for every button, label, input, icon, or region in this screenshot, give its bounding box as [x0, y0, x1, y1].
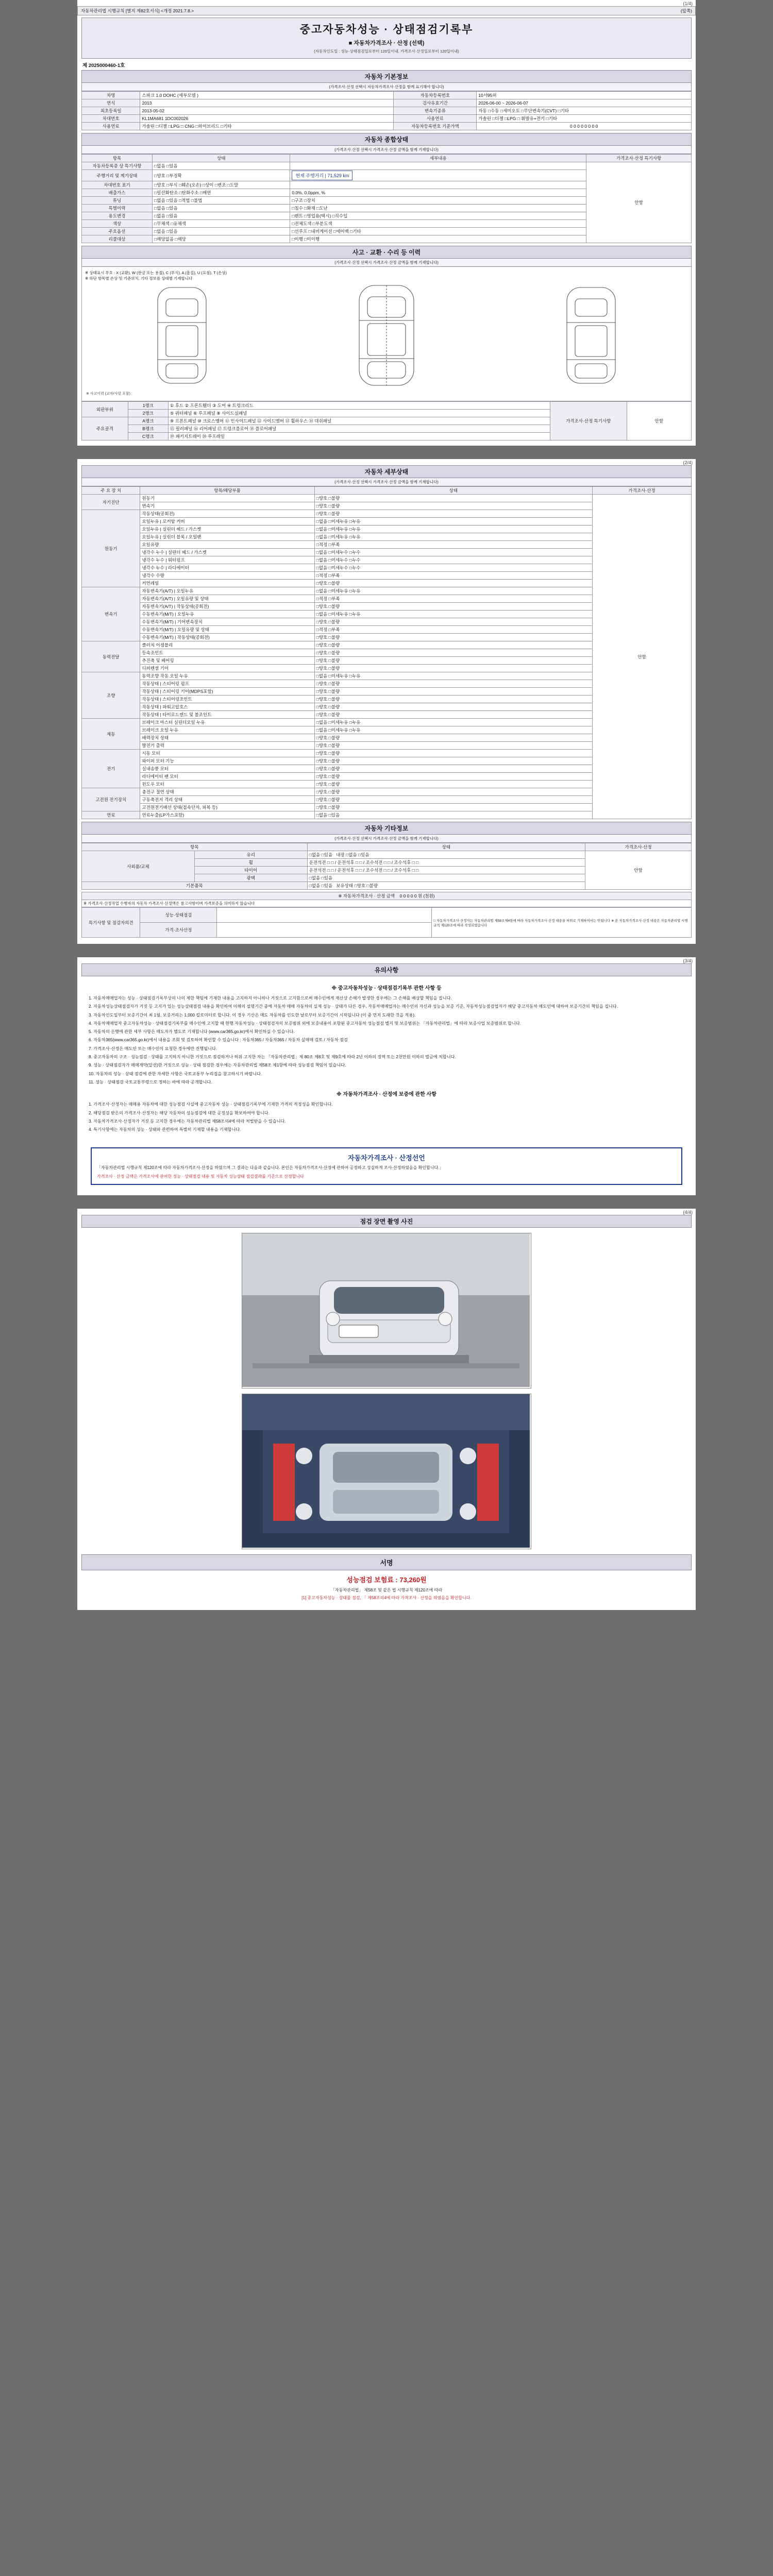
table-row [82, 123, 692, 130]
panel-rank-0: 1랭크 [128, 402, 168, 410]
detail-state-1-2[interactable]: □없음 □미세누유 □누유 [314, 526, 592, 533]
detail-group-0: 자기진단 [82, 495, 140, 510]
car-rear-diagram [552, 281, 630, 389]
overall-title: 자동차 종합상태 [81, 133, 692, 146]
footer-line-2: [1] 중고자동차성능 · 상태를 점검, 「 제58조의4에 따라 가격조사 · 산정을 하였음을 확인합니다. [301, 1596, 472, 1601]
notice-title: 유의사항 [81, 963, 692, 976]
table-row [82, 162, 692, 170]
basic-value2-0: 10서95허 [477, 92, 692, 99]
detail-part-6-4: 윈도우 모터 [140, 781, 314, 788]
detail-title: 자동차 세부상태 [81, 465, 692, 478]
fee-label: 성능점검 보험료 : [346, 1576, 400, 1584]
photos-title: 점검 장면 촬영 사진 [81, 1215, 692, 1228]
notice-item: 3. 자동차인도일부터 보증기간이 최 1월, 보증거리는 1,000 킬로미터로 합니다. 이 경우 기산은 매도 자동차를 인도한 날로부터 보증기간이 시작됩니다 (이 중 먼저 도래한 것을 적용). [89, 1012, 416, 1018]
detail-part-1-4: 오일유량 [140, 541, 314, 549]
detail-state-1-5[interactable]: □없음 □미세누수 □누수 [314, 549, 592, 556]
sheet-1 [77, 0, 696, 446]
car-front-diagram [143, 281, 221, 389]
detail-part-6-3: 라디에이터 팬 모터 [140, 773, 314, 781]
other-col-0: 항목 [82, 843, 308, 851]
overall-state-6[interactable]: □없음 □있음 [153, 212, 290, 220]
basic-value-3: KL1MA681 1DC002026 [140, 115, 394, 123]
other-value-2[interactable]: 운전석전 □ □ / 운전석후 □ □ / 조수석전 □ □ / 조수석후 □ □ [307, 867, 585, 874]
detail-price-note: 안함 [593, 495, 692, 819]
detail-note: (가격조사·산정 선택시 가격조사·산정 금액을 함께 기재합니다) [81, 478, 692, 486]
inspection-photo-front [242, 1233, 531, 1388]
detail-part-1-9: 커먼레일 [140, 580, 314, 587]
detail-part-3-1: 등속조인트 [140, 649, 314, 657]
detail-state-4-0[interactable]: □없음 □미세누유 □누유 [314, 672, 592, 680]
form-header-right: (앞쪽) [680, 8, 692, 13]
detail-part-2-3: 수동변속기(M/T) | 오일누유 [140, 611, 314, 618]
detail-state-1-4[interactable]: □적정 □부족 [314, 541, 592, 549]
overall-section [81, 133, 692, 243]
other-label-1: 휠 [194, 859, 307, 867]
detail-table-body [82, 495, 692, 819]
detail-part-2-1: 자동변속기(A/T) | 오일유량 및 상태 [140, 595, 314, 603]
detail-state-3-0[interactable]: □양호 □불량 [314, 641, 592, 649]
notice-item: 4. 특기사항에는 자동차의 성능 · 상태와 관련하여 특별히 기재할 내용을 기재합니다. [89, 1127, 241, 1132]
basic-info-note: (가격조사·산정 선택시 자동차가격조사·산정을 함께 표기해야 합니다) [81, 83, 692, 91]
remarks-table [81, 907, 692, 938]
detail-state-5-0[interactable]: □없음 □미세누유 □누유 [314, 719, 592, 726]
detail-part-5-0: 브레이크 마스터 실린더오일 누유 [140, 719, 314, 726]
form-header-left: 자동차관리법 시행규칙 [별지 제82호서식] <개정 2021.7.8.> [81, 8, 194, 13]
other-value-3[interactable]: □없음 □있음 [307, 874, 585, 882]
overall-col-1: 상태 [153, 155, 290, 162]
damage-diagram [81, 267, 692, 401]
photos-section [81, 1215, 692, 1228]
basic-label-2: 최초등록일 [82, 107, 140, 115]
detail-state-2-3[interactable]: □없음 □미세누유 □누유 [314, 611, 592, 618]
basic-value2-1: 2026-06-00 ~ 2026-06-07 [477, 99, 692, 107]
detail-state-1-9[interactable]: □양호 □불량 [314, 580, 592, 587]
detail-state-0-0[interactable]: □양호 □불량 [314, 495, 592, 502]
page-subtitle: ■ 자동차가격조사 · 산정 (선택) [348, 40, 425, 46]
car-figures [85, 281, 688, 389]
notice-item: 5. 자동차의 은행에 관한 세부 사항은 매도자가 별도로 기재합니다 (www.car365.go.kr)에서 확인하실 수 있습니다. [89, 1029, 295, 1035]
overall-state-0[interactable]: □없음 □있음 [153, 162, 290, 170]
overall-state-7[interactable]: □무채색 □유채색 [153, 220, 290, 228]
detail-part-6-2: 실내송풍 모터 [140, 765, 314, 773]
detail-state-3-2[interactable]: □양호 □불량 [314, 657, 592, 665]
price-declaration [91, 1147, 682, 1185]
detail-state-4-4[interactable]: □양호 □불량 [314, 703, 592, 711]
detail-part-3-3: 디퍼렌셜 기어 [140, 665, 314, 672]
table-header-row [82, 155, 692, 162]
detail-part-2-4: 수동변속기(M/T) | 기어변속장치 [140, 618, 314, 626]
photo-front-graphic [242, 1233, 530, 1387]
other-table [81, 843, 692, 890]
detail-group-3: 동력전달 [82, 641, 140, 672]
basic-value-0: 스파크 1.0 DOHC (세부모델 ) [140, 92, 394, 99]
other-label-4: 기본품목 [82, 882, 308, 890]
price-table [81, 892, 692, 907]
detail-part-7-2: 고전원전기배선 상태(접속단자, 피복 등) [140, 804, 314, 811]
table-row [82, 92, 692, 99]
basic-value2-2: 자동 □수동 □세미오토 □무단변속기(CVT) □기타 [477, 107, 692, 115]
other-value-0[interactable]: □없음 □있음 내장 □없음 □있음 [307, 851, 585, 859]
basic-info-section [81, 70, 692, 130]
detail-state-4-2[interactable]: □양호 □불량 [314, 688, 592, 696]
basic-label-1: 연식 [82, 99, 140, 107]
detail-part-2-5: 수동변속기(M/T) | 오일유량 및 상태 [140, 626, 314, 634]
overall-state-3[interactable]: □일산화탄소 □탄화수소 □매연 [153, 189, 290, 197]
title-block [81, 18, 692, 59]
other-label-3: 광택 [194, 874, 307, 882]
table-row [82, 99, 692, 107]
page-tag-3: (3/4) [683, 958, 693, 963]
basic-label-3: 차대번호 [82, 115, 140, 123]
car-top-diagram [338, 281, 435, 389]
detail-part-5-2: 배력장치 상태 [140, 734, 314, 742]
overall-item-3: 배출가스 [82, 189, 153, 197]
detail-state-2-1[interactable]: □적정 □부족 [314, 595, 592, 603]
detail-state-3-3[interactable]: □양호 □불량 [314, 665, 592, 672]
panel-text-0: ① 후드 ② 프론트휀더 ③ 도어 ④ 트렁크리드 [168, 402, 550, 410]
table-row [82, 107, 692, 115]
detail-state-6-3[interactable]: □양호 □불량 [314, 773, 592, 781]
notice-section [81, 963, 692, 976]
table-header-row [82, 843, 692, 851]
panel-rank-4: C랭크 [128, 433, 168, 440]
panel-label-2: 주요골격 [82, 417, 128, 440]
overall-state-8[interactable]: □없음 □있음 [153, 228, 290, 235]
other-col-1: 상태 [307, 843, 585, 851]
notice-item: 8. 중고자동차의 구조 · 성능점검 · 상태를 고지하지 아니한 거짓으로 점검하거나 허위 고지한 자는 「자동차관리법」제 80조 제8호 및 제9호에 따라 2년 이하의 징역 또는 2천만원 이하의 벌금에 처합니다. [89, 1055, 456, 1060]
detail-part-1-2: 오일누유 | 실린더 헤드 / 가스켓 [140, 526, 314, 533]
overall-detail-2 [290, 181, 586, 189]
detail-part-3-0: 클러치 어셈블리 [140, 641, 314, 649]
overall-state-2[interactable]: □양호 □부식 □훼손(오손) □상이 □변조 □도말 [153, 181, 290, 189]
other-value-4[interactable]: □없음 □있음 보유상태 □양호 □불량 [307, 882, 585, 890]
overall-detail-1 [290, 170, 586, 181]
notice-list-2 [89, 1101, 684, 1133]
overall-item-5: 특별이력 [82, 205, 153, 212]
page-tag-4: (4/4) [683, 1210, 693, 1215]
remarks-label: 특기사항 및 점검자의견 [82, 908, 140, 938]
detail-state-7-2[interactable]: □양호 □불량 [314, 804, 592, 811]
detail-part-0-0: 원동기 [140, 495, 314, 502]
inspection-fee [77, 1570, 696, 1586]
detail-state-2-6[interactable]: □양호 □불량 [314, 634, 592, 641]
basic-label-0: 차명 [82, 92, 140, 99]
overall-state-5[interactable]: □없음 □있음 [153, 205, 290, 212]
overall-note: (가격조사·산정 선택시 가격조사·산정 금액을 함께 기재합니다) [81, 146, 692, 154]
detail-group-7: 고전원 전기장치 [82, 788, 140, 811]
photo-underbody-graphic [242, 1394, 530, 1548]
basic-label2-2: 변속기종류 [394, 107, 477, 115]
declaration-title: 자동차가격조사 · 산정선언 [348, 1154, 425, 1162]
overall-col-3: 가격조사·산정 특기사항 [586, 155, 692, 162]
table-row [82, 115, 692, 123]
accident-note: (가격조사·산정 선택시 가격조사·산정 금액을 함께 기재합니다) [81, 259, 692, 267]
other-price-note: 안함 [585, 851, 692, 890]
overall-item-4: 튜닝 [82, 197, 153, 205]
document-number: 제 2025000460-1호 [82, 63, 125, 69]
detail-group-5: 제동 [82, 719, 140, 750]
panel-label-0: 외판부위 [82, 402, 128, 417]
table-row [82, 908, 692, 923]
fee-unit: 원 [420, 1576, 427, 1584]
other-label-0: 유리 [194, 851, 307, 859]
table-row [82, 402, 692, 410]
detail-part-4-5: 작동상태 | 타이로드엔드 및 볼조인트 [140, 711, 314, 719]
detail-col-1: 항목/해당부품 [140, 487, 314, 495]
page-tag-2: (2/4) [683, 460, 693, 465]
detail-part-1-7: 냉각수 누수 | 라디에이터 [140, 564, 314, 572]
overall-detail-6: □렌트 □영업용(택시) □직수입 [290, 212, 586, 220]
fee-value: 73,260 [399, 1576, 421, 1584]
price-title: ※ 자동차가격조사 · 산정 금액 0 0 0 0 0 원 (천원) [82, 892, 692, 900]
basic-label2-1: 검사유효기간 [394, 99, 477, 107]
detail-part-0-1: 변속기 [140, 502, 314, 510]
other-group-label: 사외품/교체 [82, 851, 195, 882]
detail-state-4-5[interactable]: □양호 □불량 [314, 711, 592, 719]
overall-detail-4: □구조 □장치 [290, 197, 586, 205]
detail-group-8: 연료 [82, 811, 140, 819]
detail-state-6-4[interactable]: □양호 □불량 [314, 781, 592, 788]
overall-state-4[interactable]: □없음 □있음 □적법 □불법 [153, 197, 290, 205]
detail-state-2-2[interactable]: □양호 □불량 [314, 603, 592, 611]
detail-part-1-8: 냉각수 수량 [140, 572, 314, 580]
overall-detail-0 [290, 162, 586, 170]
detail-state-8-0[interactable]: □없음 □있음 [314, 811, 592, 819]
detail-part-4-3: 작동상태 | 스티어링조인트 [140, 696, 314, 703]
overall-item-0: 자동차등록증 상 특기사항 [82, 162, 153, 170]
remarks-right-note: □ 자동차가격조사·산정자는 자동차관리법 제58조제4항에 따라 자동차가격조사·산정 내용을 허위로 기재하여서는 안됩니다 ※ 본 자동차가격조사·산정 내용은 자동차관리법 시행규칙 제120조에 따라 작성되었습니다 [432, 908, 692, 938]
basic-label-4: 사용연료 [82, 123, 140, 130]
panel-text-3: ⑮ 필러패널 ⑯ 리어패널 ⑰ 트렁크플로어 ⑱ 플로어패널 [168, 425, 550, 433]
detail-table [81, 486, 692, 819]
detail-state-2-4[interactable]: □양호 □불량 [314, 618, 592, 626]
notice-item: 11. 성능 · 상태점검 국토교통부령으로 정하는 바에 따라 공개합니다. [89, 1079, 212, 1084]
notice-item: 4. 자동차매매업자 중고자동차성능 · 상태점검기록부를 매수인에 고지할 때 현행 자동차성능 · 상태점검자의 보증범위 외에 보증내용이 포함된 중고자동차 성능점검 별지 및 보증범위는 「자동차관리법」에 따라 보증사업 보증범위로 합니다. [89, 1021, 522, 1026]
detail-col-3: 가격조사·산정 [593, 487, 692, 495]
panel-rank-2: A랭크 [128, 417, 168, 425]
other-label-2: 타이어 [194, 867, 307, 874]
other-title: 자동차 기타정보 [81, 822, 692, 835]
overall-item-6: 용도변경 [82, 212, 153, 220]
detail-state-7-0[interactable]: □양호 □불량 [314, 788, 592, 796]
sheet-3 [77, 957, 696, 1195]
detail-part-5-3: 발전기 출력 [140, 742, 314, 750]
table-row [82, 851, 692, 859]
detail-part-3-2: 추진축 및 베어링 [140, 657, 314, 665]
detail-part-5-1: 브레이크 오일 누유 [140, 726, 314, 734]
detail-state-2-0[interactable]: □없음 □미세누유 □누유 [314, 587, 592, 595]
other-col-2: 가격조사·산정 [585, 843, 692, 851]
notice-item: 7. 가격조사·산정은 매도인 또는 매수인이 요청한 경우에만 진행됩니다. [89, 1046, 217, 1051]
notice-body [77, 976, 696, 1142]
detail-group-6: 전기 [82, 750, 140, 788]
basic-label-grade: 자동차등록번호 기준가액 [394, 123, 477, 130]
notice-item: 1. 자동차매매업자는 성능 · 상태점검기록부상의 나의 제한 책임에 기재한 내용을 고지하지 아니하나 거짓으로 고지함으로써 매수인에게 재산상 손해가 발생한 경우에는 그 손해를 배상할 책임을 집니다. [89, 996, 452, 1001]
basic-info-title: 자동차 기본정보 [81, 70, 692, 83]
detail-col-2: 상태 [314, 487, 592, 495]
detail-state-1-1[interactable]: □없음 □미세누유 □누유 [314, 518, 592, 526]
remarks-value-0[interactable] [217, 908, 432, 923]
overall-detail-3: 0.0%, 0.0ppm, % [290, 189, 586, 197]
basic-grade-value: 0 0 0 0 0 0 0 0 [477, 123, 692, 130]
detail-state-5-2[interactable]: □양호 □불량 [314, 734, 592, 742]
notice-item: 1. 가격조사·산정자는 매매용 자동차에 대한 성능점검 사실에 중고자동차 성능 · 상태점검기록부에 기재한 가격의 적정성을 확인합니다. [89, 1102, 333, 1107]
remarks-value-1[interactable] [217, 923, 432, 938]
diagram-note-2: ※ 하단 항목별 손상 및 기준위치, 기타 정보를 상태별 기재합니다 [85, 276, 193, 281]
detail-state-4-1[interactable]: □양호 □불량 [314, 680, 592, 688]
other-note: (가격조사·산정 선택시 가격조사·산정 금액을 함께 기재합니다) [81, 835, 692, 843]
basic-info-table [81, 91, 692, 130]
detail-part-4-2: 작동상태 | 스티어링 기어(MDPS포함) [140, 688, 314, 696]
overall-item-8: 주요옵션 [82, 228, 153, 235]
overall-state-1[interactable]: □양호 □부정확 [153, 170, 290, 181]
diagram-legend: ※ 사고이력 (교차/사항 포함) : [86, 392, 132, 396]
detail-part-7-0: 충전구 절연 상태 [140, 788, 314, 796]
declaration-red-note: 가격조사 · 산정 금액은 가격조사에 관여한 성능 · 상태점검 내용 및 자동차 성능상태 점검결과를 기준으로 산정합니다 [97, 1174, 304, 1179]
form-header-note [77, 6, 696, 15]
detail-state-0-1[interactable]: □양호 □불량 [314, 502, 592, 510]
basic-value-4: 가솔린 □디젤 □LPG □ CNG □하이브리드 □기타 [140, 123, 394, 130]
basic-label2-0: 자동차등록번호 [394, 92, 477, 99]
overall-item-1: 주행거리 및 계기상태 [82, 170, 153, 181]
detail-part-2-0: 자동변속기(A/T) | 오일누유 [140, 587, 314, 595]
detail-col-0: 주 요 장 치 [82, 487, 140, 495]
overall-detail-5: □침수 □화재 □도난 [290, 205, 586, 212]
detail-part-4-1: 작동상태 | 스티어링 펌프 [140, 680, 314, 688]
detail-part-7-1: 구동축전지 격리 상태 [140, 796, 314, 804]
detail-part-2-2: 자동변속기(A/T) | 작동상태(공회전) [140, 603, 314, 611]
detail-state-3-1[interactable]: □양호 □불량 [314, 649, 592, 657]
notice-item: 6. 자동차365(www.car365.go.kr)에서 내용을 조회 및 검토하여 확인할 수 있습니다 : 자동차365 / 자동차365 / 자동차 실매매 검토 / 자동차 점검 [89, 1038, 348, 1043]
panel-text-2: ⑨ 프론트패널 ⑩ 크로스멤버 ⑪ 인사이드패널 ⑫ 사이드멤버 ⑬ 휠하우스 ⑭ 대쉬패널 [168, 417, 550, 425]
notice-heading-2: ※ 자동차가격조사 · 산정에 보증에 관한 사항 [337, 1092, 436, 1098]
detail-state-4-3[interactable]: □양호 □불량 [314, 696, 592, 703]
panel-text-1: ⑤ 쿼터패널 ⑥ 루프패널 ⑧ 사이드실패널 [168, 410, 550, 417]
panel-rank-1: 2랭크 [128, 410, 168, 417]
detail-part-8-0: 연료누출(LP가스포함) [140, 811, 314, 819]
overall-item-7: 색상 [82, 220, 153, 228]
notice-item: 10. 자동차의 성능 · 상태 점검에 관한 자세한 사항은 국토교통부 누리집을 참고하시기 바랍니다. [89, 1071, 262, 1076]
overall-price-note: 안함 [586, 162, 692, 243]
remarks-row-label-1: 가격·조사산정 [140, 923, 217, 938]
panel-rank-3: B랭크 [128, 425, 168, 433]
detail-state-6-1[interactable]: □양호 □불량 [314, 757, 592, 765]
detail-state-6-2[interactable]: □양호 □불량 [314, 765, 592, 773]
table-row [82, 900, 692, 907]
detail-part-2-6: 수동변속기(M/T) | 작동상태(공회전) [140, 634, 314, 641]
detail-state-1-7[interactable]: □없음 □미세누수 □누수 [314, 564, 592, 572]
declaration-body: 「자동차관리법 시행규칙 제120조에 따라 자동차가격조사·산정을 하였으며 그 결과는 다음과 같습니다. 본인은 자동차가격조사·산정에 관하여 공정하고 성실하게 조사·산정하였음을 확인합니다.」 [97, 1165, 444, 1171]
basic-value-2: 2013-05-02 [140, 107, 394, 115]
overall-item-9: 리콜대상 [82, 235, 153, 243]
remarks-row-label-0: 성능·상태점검 [140, 908, 217, 923]
page-title: 중고자동차성능 · 상태점검기록부 [299, 24, 474, 36]
notice-item: 2. 자동차성능상태점검자가 거짓 등 고지가 있는 성능상태점검 내용을 확인하여 이해의 설명기간 중에 자동차 매매 자동차의 실제 성능 · 상태가 다른 경우, 자동차매매업자는 매수인의 자신과 성능을 보증 기준, 자동차성능점검업자가 해당 중고자동차 매도인에 대하여 보증기간의 책임을 집니다. [89, 1004, 618, 1009]
detail-state-5-3[interactable]: □양호 □불량 [314, 742, 592, 750]
table-header-row [82, 487, 692, 495]
detail-part-1-1: 오일누유 | 로커암 커버 [140, 518, 314, 526]
detail-part-4-0: 동력조향 작동 오일 누유 [140, 672, 314, 680]
sheet-4 [77, 1209, 696, 1610]
panel-text-4: ⑲ 패키지트레이 ⑳ 루프레일 [168, 433, 550, 440]
table-row [82, 892, 692, 900]
notice-list-1 [89, 995, 684, 1086]
accident-price-value: 안함 [627, 402, 691, 440]
notice-item: 9. 성능 · 상태점검자가 매매계약(알선)한 거짓으로 성능 · 상태 점검한 경우에는 자동차관리법 제58조 제1항에 따라 성능점검 책임이 있습니다. [89, 1063, 346, 1068]
mileage-badge: 현재 주행거리 | 71,529 km [292, 171, 352, 180]
detail-part-6-1: 와이퍼 모터 기능 [140, 757, 314, 765]
basic-value-1: 2013 [140, 99, 394, 107]
overall-item-2: 차대번호 표기 [82, 181, 153, 189]
detail-state-7-1[interactable]: □양호 □불량 [314, 796, 592, 804]
notice-item: 2. 해당점검 받은의 가격조사·산정자는 해당 자동차의 성능점검에 대한 공정성을 확보하여야 합니다. [89, 1110, 270, 1115]
overall-col-2: 세부내용 [290, 155, 586, 162]
accident-price-col: 가격조사·산정 특기사항 [550, 402, 627, 440]
notice-item: 3. 자동차가격조사·산정자가 거짓 등 고지한 경우에는 자동차관리법 제58조의4에 따라 처벌받을 수 있습니다. [89, 1118, 286, 1124]
detail-state-1-0[interactable]: □양호 □불량 [314, 510, 592, 518]
signature-title: 서명 [81, 1554, 692, 1570]
other-section [81, 822, 692, 944]
overall-table [81, 154, 692, 243]
panel-rank-table [81, 401, 692, 440]
detail-group-4: 조향 [82, 672, 140, 719]
detail-group-1: 원동기 [82, 510, 140, 587]
detail-state-5-1[interactable]: □없음 □미세누유 □누유 [314, 726, 592, 734]
price-subnote: ※ 가격조사·산정작업 수행자의 자동차 가격조사·산정액은 참고사항이며 가격보증을 의미하지 않습니다 [82, 900, 692, 907]
detail-state-1-8[interactable]: □적정 □부족 [314, 572, 592, 580]
detail-state-1-3[interactable]: □없음 □미세누유 □누유 [314, 533, 592, 541]
accident-section [81, 246, 692, 446]
overall-detail-8: □선루프 □내비게이션 □에어백 □기타 [290, 228, 586, 235]
basic-value2-3: 가솔린 □디젤 □LPG □ 휘발유+전기 □기타 [477, 115, 692, 123]
overall-state-9[interactable]: □해당없음 □해당 [153, 235, 290, 243]
overall-detail-9: □이행 □미이행 [290, 235, 586, 243]
detail-part-1-3: 오일누유 | 실린더 블록 / 오일팬 [140, 533, 314, 541]
detail-group-2: 변속기 [82, 587, 140, 641]
other-value-1[interactable]: 운전석전 □ □ / 운전석후 □ □ / 조수석전 □ □ / 조수석후 □ □ [307, 859, 585, 867]
inspection-photo-underbody [242, 1394, 531, 1549]
notice-heading-1: ※ 중고자동차성능 · 상태점검기록부 관한 사항 등 [331, 986, 442, 991]
detail-state-1-6[interactable]: □없음 □미세누수 □누수 [314, 556, 592, 564]
table-row [82, 495, 692, 502]
page-title-note: (자동차인도일 : 성능·상태점검일로부터 120일이내, 가격조사·산정일로부터 120일이내) [314, 49, 459, 54]
sheet-2 [77, 459, 696, 944]
detail-part-4-4: 작동상태 | 파워고압호스 [140, 703, 314, 711]
detail-part-1-0: 작동상태(공회전) [140, 510, 314, 518]
detail-part-6-0: 시동 모터 [140, 750, 314, 757]
overall-detail-7: □전체도색 □부분도색 [290, 220, 586, 228]
accident-title: 사고 · 교환 · 수리 등 이력 [81, 246, 692, 259]
basic-label2-3: 사용연료 [394, 115, 477, 123]
detail-part-1-6: 냉각수 누수 | 워터펌프 [140, 556, 314, 564]
detail-state-2-5[interactable]: □적정 □부족 [314, 626, 592, 634]
detail-part-1-5: 냉각수 누수 | 실린더 헤드 / 가스켓 [140, 549, 314, 556]
footer-line-1: 「자동차관리법」 제58조 및 같은 법 시행규칙 제120조에 따라 [330, 1588, 443, 1593]
detail-section [81, 465, 692, 819]
overall-col-0: 항목 [82, 155, 153, 162]
detail-state-6-0[interactable]: □양호 □불량 [314, 750, 592, 757]
diagram-note-1: ※ 상태표시 부호 : X (교환), W (판금 또는 용접), C (부식), A (흠집), U (요철), T (손상) [85, 270, 227, 275]
page-tag-1: (1/4) [683, 1, 693, 6]
